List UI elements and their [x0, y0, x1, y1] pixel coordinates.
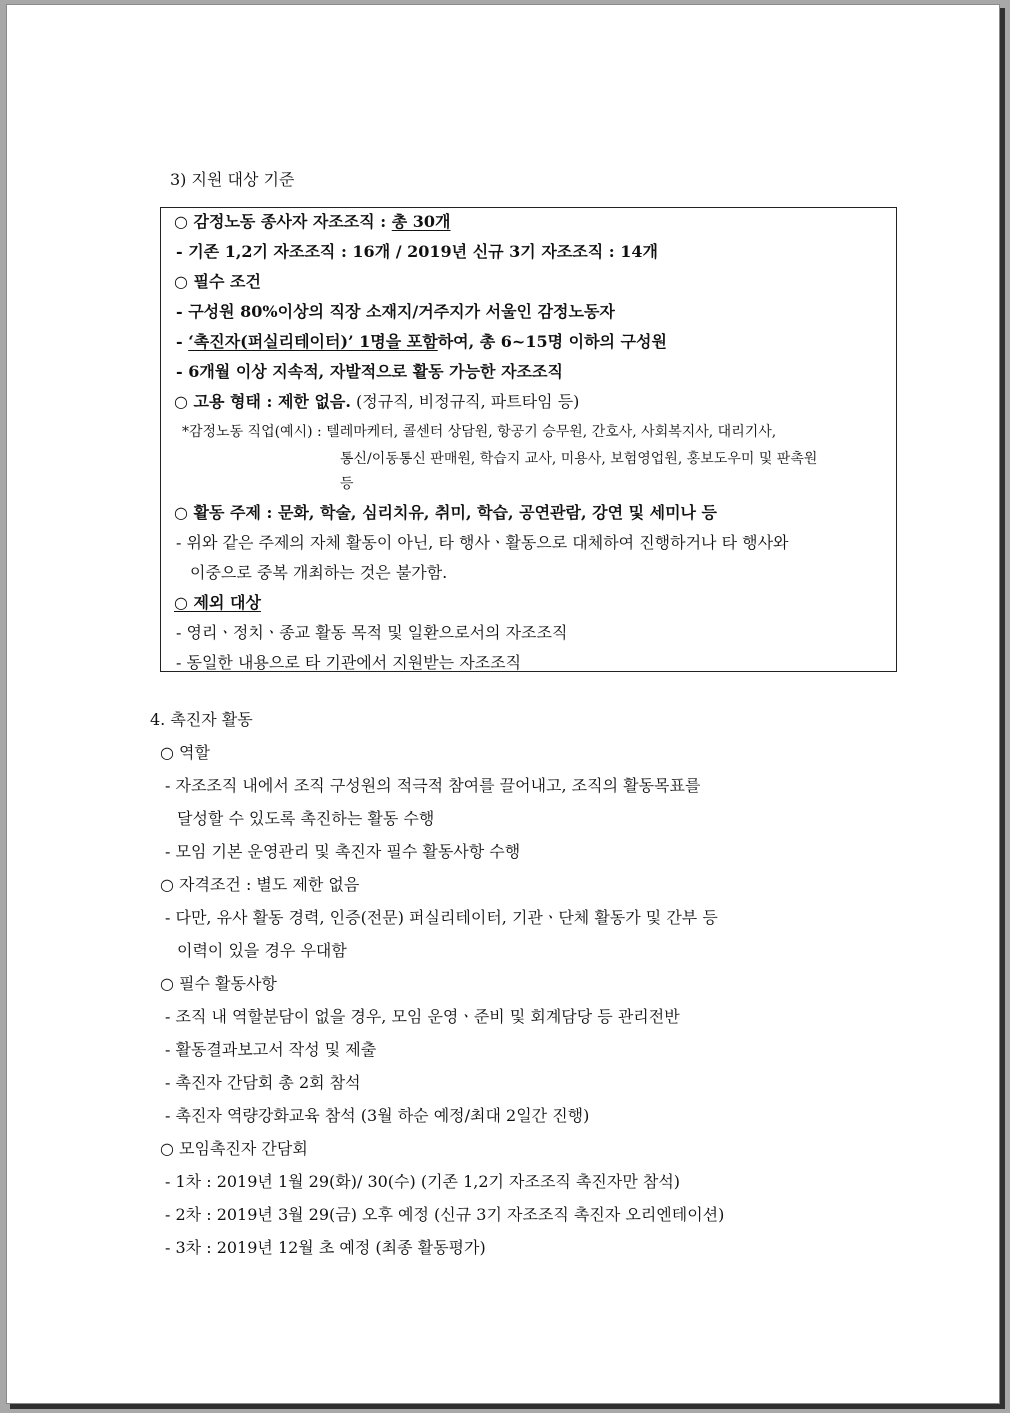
meeting-3: - 3차 : 2019년 12월 초 예정 (최종 활동평가)	[165, 1238, 486, 1257]
criteria-line-15: - 영리ㆍ정치ㆍ종교 활동 목적 및 일환으로서의 자조조직	[176, 623, 568, 642]
required-activity-3: - 촉진자 간담회 총 2회 참석	[165, 1073, 361, 1092]
criteria-line-13: 이중으로 중복 개최하는 것은 불가함.	[190, 563, 448, 582]
criteria-line-12: - 위와 같은 주제의 자체 활동이 아닌, 타 행사ㆍ활동으로 대체하여 진행하거나 타 행사와	[176, 533, 789, 552]
role-heading: ○ 역할	[160, 743, 210, 762]
criteria-line-5-dash: -	[176, 332, 189, 351]
qualification-line-2: 이력이 있을 경우 우대함	[177, 941, 347, 960]
criteria-line-2: - 기존 1,2기 자조조직 : 16개 / 2019년 신규 3기 자조조직 : 14개	[176, 242, 658, 261]
section3-heading: 3) 지원 대상 기준	[170, 170, 295, 189]
meeting-1: - 1차 : 2019년 1월 29(화)/ 30(수) (기존 1,2기 자조조직 촉진자만 참석)	[165, 1172, 681, 1191]
criteria-line-6: - 6개월 이상 지속적, 자발적으로 활동 가능한 자조조직	[176, 362, 563, 381]
criteria-line-16: - 동일한 내용으로 타 기관에서 지원받는 자조조직	[176, 653, 522, 672]
page-shadow-bottom	[10, 1404, 1005, 1409]
employment-type-label: ○ 고용 형태 : 제한 없음.	[174, 392, 351, 411]
role-line-3: - 모임 기본 운영관리 및 촉진자 필수 활동사항 수행	[165, 842, 521, 861]
criteria-line-14: ○ 제외 대상	[174, 593, 261, 612]
criteria-line-7	[174, 392, 579, 412]
criteria-line-1	[174, 212, 451, 232]
meeting-2: - 2차 : 2019년 3월 29(금) 오후 예정 (신규 3기 자조조직 촉진자 오리엔테이션)	[165, 1205, 725, 1224]
criteria-line-3: ○ 필수 조건	[174, 272, 261, 291]
criteria-line-9: 통신/이동통신 판매원, 학습지 교사, 미용사, 보험영업원, 홍보도우미 및 판촉원	[340, 451, 818, 467]
criteria-line-5-rest: 하여, 총 6~15명 이하의 구성원	[437, 332, 667, 351]
qualification-line-1: - 다만, 유사 활동 경력, 인증(전문) 퍼실리테이터, 기관ㆍ단체 활동가 및 간부 등	[165, 908, 718, 927]
section4-heading: 4. 촉진자 활동	[150, 710, 253, 729]
role-line-1: - 자조조직 내에서 조직 구성원의 적극적 참여를 끌어내고, 조직의 활동목표를	[165, 776, 701, 795]
qualification-heading: ○ 자격조건 : 별도 제한 없음	[160, 875, 360, 894]
criteria-line-5	[176, 332, 667, 352]
required-activity-2: - 활동결과보고서 작성 및 제출	[165, 1040, 377, 1059]
page-shadow-right	[1000, 8, 1005, 1408]
employment-type-detail: (정규직, 비정규직, 파트타임 등)	[350, 392, 580, 411]
criteria-line-4: - 구성원 80%이상의 직장 소재지/거주지가 서울인 감정노동자	[176, 302, 615, 321]
criteria-line-10: 등	[340, 476, 354, 492]
required-activity-4: - 촉진자 역량강화교육 참석 (3월 하순 예정/최대 2일간 진행)	[165, 1106, 590, 1125]
criteria-total-label: ○ 감정노동 종사자 자조조직 :	[174, 212, 392, 231]
required-activities-heading: ○ 필수 활동사항	[160, 974, 277, 993]
role-line-2: 달성할 수 있도록 촉진하는 활동 수행	[177, 809, 435, 828]
required-activity-1: - 조직 내 역할분담이 없을 경우, 모임 운영ㆍ준비 및 회계담당 등 관리전반	[165, 1007, 680, 1026]
criteria-facilitator-requirement: ‘촉진자(퍼실리테이터)’ 1명을 포함	[188, 332, 438, 351]
criteria-line-11: ○ 활동 주제 : 문화, 학술, 심리치유, 취미, 학습, 공연관람, 강연 및 세미나 등	[174, 503, 718, 522]
meeting-heading: ○ 모임촉진자 간담회	[160, 1139, 308, 1158]
criteria-line-8: *감정노동 직업(예시) : 텔레마케터, 콜센터 상담원, 항공기 승무원, 간호사, 사회복지사, 대리기사,	[182, 424, 777, 440]
criteria-total-value: 총 30개	[391, 212, 451, 231]
